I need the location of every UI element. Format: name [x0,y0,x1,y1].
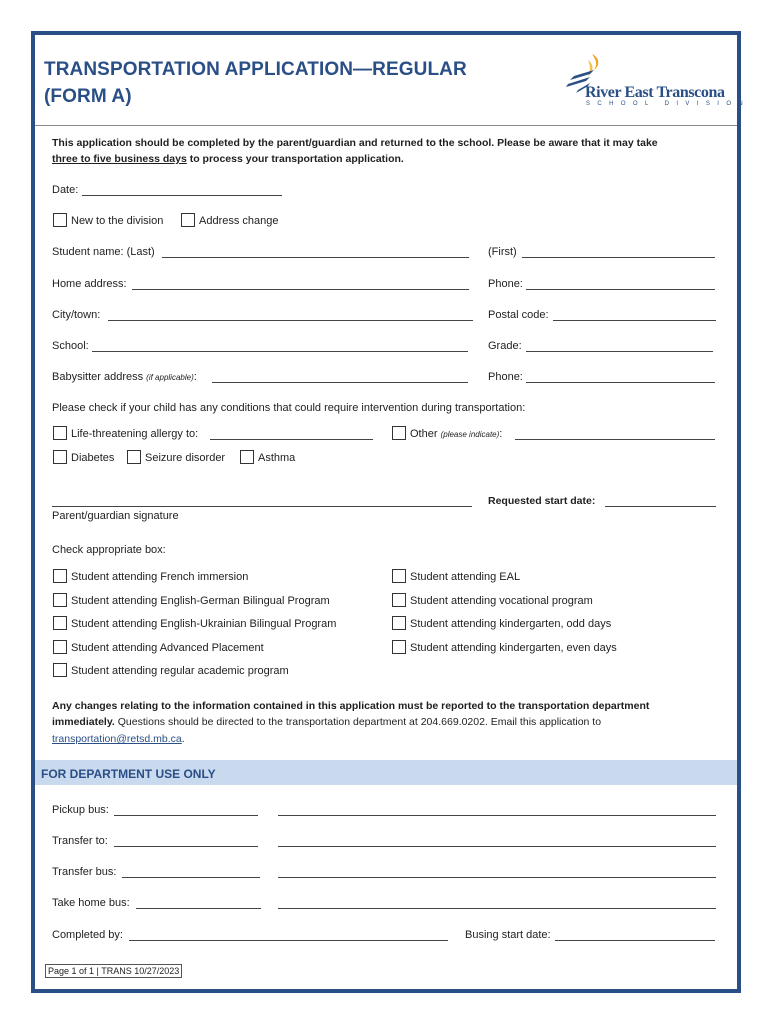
program-vocational-checkbox[interactable] [392,593,406,607]
program-ukrainian-checkbox[interactable] [53,616,67,630]
program-eal-label: Student attending EAL [410,571,521,583]
allergy-checkbox[interactable] [53,426,67,440]
department-title: FOR DEPARTMENT USE ONLY [41,767,216,781]
grade-label: Grade: [488,340,522,352]
transfer-to-field[interactable] [114,846,258,847]
student-first-field[interactable] [522,257,715,258]
allergy-label: Life-threatening allergy to: [71,428,199,440]
notice-line-2 [52,715,601,730]
home-address-label: Home address: [52,278,127,290]
take-home-notes-field[interactable] [278,908,716,909]
completed-by-label: Completed by: [52,929,123,941]
program-k-even-label: Student attending kindergarten, even days [410,642,617,654]
program-advanced-checkbox[interactable] [53,640,67,654]
logo-subtitle: SCHOOL DIVISION [586,101,751,107]
intro-line-1: This application should be completed by the parent/guardian and returned to the school. Please be aware that it may take [52,137,658,149]
transfer-bus-label: Transfer bus: [52,866,117,878]
home-address-field[interactable] [132,289,469,290]
other-colon: : [499,428,503,440]
page-footer: Page 1 of 1 | TRANS 10/27/2023 [45,964,182,978]
asthma-label: Asthma [258,452,296,464]
diabetes-checkbox[interactable] [53,450,67,464]
notice-rest: Questions should be directed to the transportation department at 204.669.0202. Email this application to [114,716,602,728]
grade-field[interactable] [526,351,713,352]
school-field[interactable] [92,351,468,352]
phone2-field[interactable] [526,382,715,383]
postal-field[interactable] [553,320,716,321]
pickup-notes-field[interactable] [278,815,716,816]
program-regular-label: Student attending regular academic program [71,665,289,677]
start-date-label: Requested start date: [488,495,596,507]
date-field[interactable] [82,195,282,196]
conditions-prompt: Please check if your child has any conditions that could require intervention during transportation: [52,402,526,414]
intro-line-2 [52,152,404,167]
other-text: Other [410,428,438,440]
take-home-label: Take home bus: [52,897,130,909]
pickup-field[interactable] [114,815,258,816]
intro-underlined: three to five business days [52,153,187,165]
program-ukrainian-label: Student attending English-Ukrainian Bilingual Program [71,618,337,630]
program-k-odd-label: Student attending kindergarten, odd days [410,618,612,630]
pickup-label: Pickup bus: [52,804,109,816]
babysitter-colon: : [193,371,197,383]
program-regular-checkbox[interactable] [53,663,67,677]
program-vocational-label: Student attending vocational program [410,595,593,607]
babysitter-note: (if applicable) [146,373,194,382]
busing-start-field[interactable] [555,940,715,941]
signature-label: Parent/guardian signature [52,510,179,522]
postal-label: Postal code: [488,309,549,321]
phone-field[interactable] [526,289,715,290]
seizure-label: Seizure disorder [145,452,226,464]
busing-start-label: Busing start date: [465,929,551,941]
student-last-label: Student name: (Last) [52,246,155,258]
program-german-checkbox[interactable] [53,593,67,607]
address-change-label: Address change [199,215,279,227]
allergy-field[interactable] [210,439,373,440]
student-last-field[interactable] [162,257,469,258]
other-label [410,427,502,442]
email-link[interactable]: transportation@retsd.mb.ca [52,733,182,745]
phone-label: Phone: [488,278,523,290]
notice-immediately: immediately. [52,716,115,728]
take-home-field[interactable] [136,908,261,909]
transfer-to-label: Transfer to: [52,835,108,847]
other-field[interactable] [515,439,715,440]
asthma-checkbox[interactable] [240,450,254,464]
title-line-1: TRANSPORTATION APPLICATION—REGULAR [44,59,467,80]
program-french-label: Student attending French immersion [71,571,249,583]
babysitter-field[interactable] [212,382,468,383]
notice-line-1: Any changes relating to the information contained in this application must be reported to the transportation department [52,700,650,712]
transfer-bus-field[interactable] [122,877,260,878]
notice-period: . [181,733,185,745]
transfer-to-notes-field[interactable] [278,846,716,847]
babysitter-label [52,370,197,385]
phone2-label: Phone: [488,371,523,383]
city-label: City/town: [52,309,101,321]
start-date-field[interactable] [605,506,716,507]
program-k-even-checkbox[interactable] [392,640,406,654]
notice-line-3 [52,732,185,747]
school-label: School: [52,340,89,352]
babysitter-text: Babysitter address [52,371,144,383]
intro-line-2-rest: to process your transportation application. [186,153,404,165]
other-checkbox[interactable] [392,426,406,440]
form-title [44,56,467,110]
other-note: (please indicate) [440,430,500,439]
program-german-label: Student attending English-German Bilingual Program [71,595,330,607]
date-label: Date: [52,184,79,196]
signature-field[interactable] [52,506,472,507]
program-k-odd-checkbox[interactable] [392,616,406,630]
new-division-checkbox[interactable] [53,213,67,227]
program-advanced-label: Student attending Advanced Placement [71,642,264,654]
new-division-label: New to the division [71,215,164,227]
programs-prompt: Check appropriate box: [52,544,166,556]
student-first-label: (First) [488,246,517,258]
address-change-checkbox[interactable] [181,213,195,227]
program-eal-checkbox[interactable] [392,569,406,583]
logo-name: River East Transcona [585,84,725,101]
program-french-checkbox[interactable] [53,569,67,583]
title-line-2: (FORM A) [44,86,132,107]
completed-by-field[interactable] [129,940,448,941]
city-field[interactable] [108,320,473,321]
seizure-checkbox[interactable] [127,450,141,464]
header-divider [35,125,737,126]
transfer-bus-notes-field[interactable] [278,877,716,878]
diabetes-label: Diabetes [71,452,115,464]
